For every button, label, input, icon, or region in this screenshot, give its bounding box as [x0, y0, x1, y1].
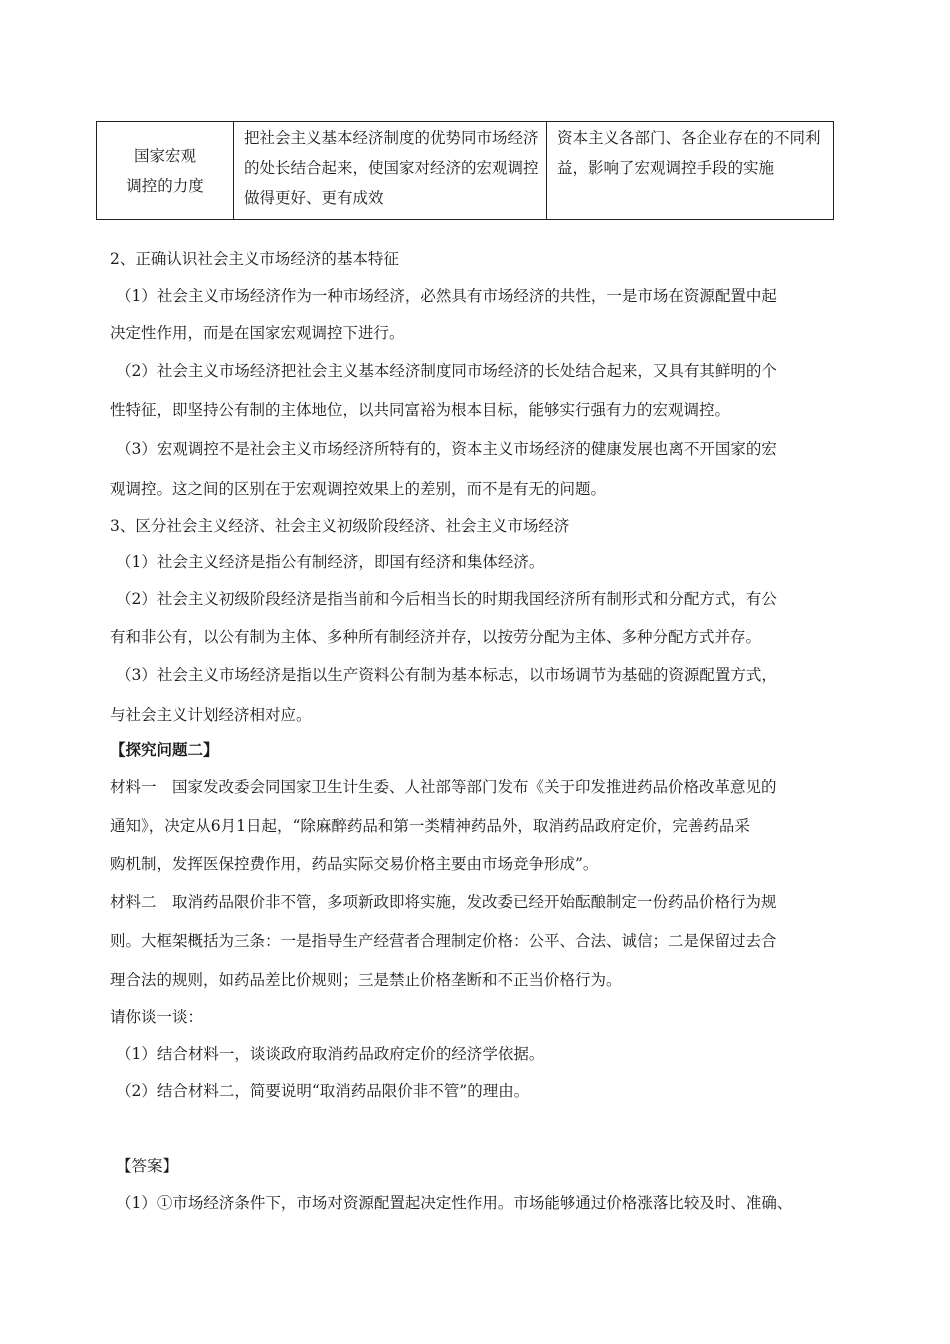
answer-line: （1）①市场经济条件下，市场对资源配置起决定性作用。市场能够通过价格涨落比较及时、准确、	[116, 1194, 793, 1212]
paragraph-line: （1）社会主义市场经济作为一种市场经济，必然具有市场经济的共性，一是市场在资源配置中起	[116, 287, 777, 305]
material-two-line: 材料二 取消药品限价非不管，多项新政即将实施，发改委已经开始酝酿制定一份药品价格行为规	[110, 893, 777, 911]
paragraph-line: 性特征，即坚持公有制的主体地位，以共同富裕为根本目标，能够实行强有力的宏观调控。	[110, 401, 731, 419]
capitalist-cell: 资本主义各部门、各企业存在的不同利益，影响了宏观调控手段的实施	[547, 122, 834, 220]
question-line: （2）结合材料二，简要说明“取消药品限价非不管”的理由。	[116, 1082, 530, 1100]
material-two-line: 理合法的规则，如药品差比价规则；三是禁止价格垄断和不正当价格行为。	[110, 971, 622, 989]
paragraph-line: 有和非公有，以公有制为主体、多种所有制经济并存，以按劳分配为主体、多种分配方式并存。	[110, 628, 762, 646]
explore-question-heading: 【探究问题二】	[110, 740, 219, 759]
material-one-line: 材料一 国家发改委会同国家卫生计生委、人社部等部门发布《关于印发推进药品价格改革意见的	[110, 778, 777, 796]
section-heading-3: 3、区分社会主义经济、社会主义初级阶段经济、社会主义市场经济	[110, 517, 570, 535]
paragraph-line: （3）社会主义市场经济是指以生产资料公有制为基本标志，以市场调节为基础的资源配置方式，	[116, 666, 777, 684]
socialist-cell: 把社会主义基本经济制度的优势同市场经济的处长结合起来，使国家对经济的宏观调控做得更好、更有成效	[234, 122, 547, 220]
paragraph-line: 观调控。这之间的区别在于宏观调控效果上的差别，而不是有无的问题。	[110, 480, 607, 498]
row-label-cell	[97, 122, 234, 220]
paragraph-line: （3）宏观调控不是社会主义市场经济所特有的，资本主义市场经济的健康发展也离不开国家的宏	[116, 440, 777, 458]
paragraph-line: 决定性作用，而是在国家宏观调控下进行。	[110, 324, 405, 342]
table-row	[97, 122, 834, 220]
comparison-table	[96, 121, 834, 220]
paragraph-line: 与社会主义计划经济相对应。	[110, 706, 312, 724]
paragraph-line: （2）社会主义初级阶段经济是指当前和今后相当长的时期我国经济所有制形式和分配方式，有公	[116, 590, 777, 608]
paragraph-line: （2）社会主义市场经济把社会主义基本经济制度同市场经济的长处结合起来，又具有其鲜明的个	[116, 362, 777, 380]
answer-heading: 【答案】	[116, 1157, 179, 1175]
question-line: （1）结合材料一，谈谈政府取消药品政府定价的经济学依据。	[116, 1045, 545, 1063]
material-one-line: 购机制，发挥医保控费作用，药品实际交易价格主要由市场竞争形成”。	[110, 855, 599, 873]
row-label-line2: 调控的力度	[126, 176, 204, 195]
paragraph-line: （1）社会主义经济是指公有制经济，即国有经济和集体经济。	[116, 553, 545, 571]
row-label-line1: 国家宏观	[133, 146, 196, 165]
material-two-line: 则。大框架概括为三条：一是指导生产经营者合理制定价格：公平、合法、诚信；二是保留过去合	[110, 932, 777, 950]
prompt-line: 请你谈一谈：	[110, 1008, 204, 1026]
section-heading-2: 2、正确认识社会主义市场经济的基本特征	[110, 250, 399, 268]
material-one-line: 通知》，决定从6月1日起，“除麻醉药品和第一类精神药品外，取消药品政府定价，完善药品采	[110, 817, 750, 835]
